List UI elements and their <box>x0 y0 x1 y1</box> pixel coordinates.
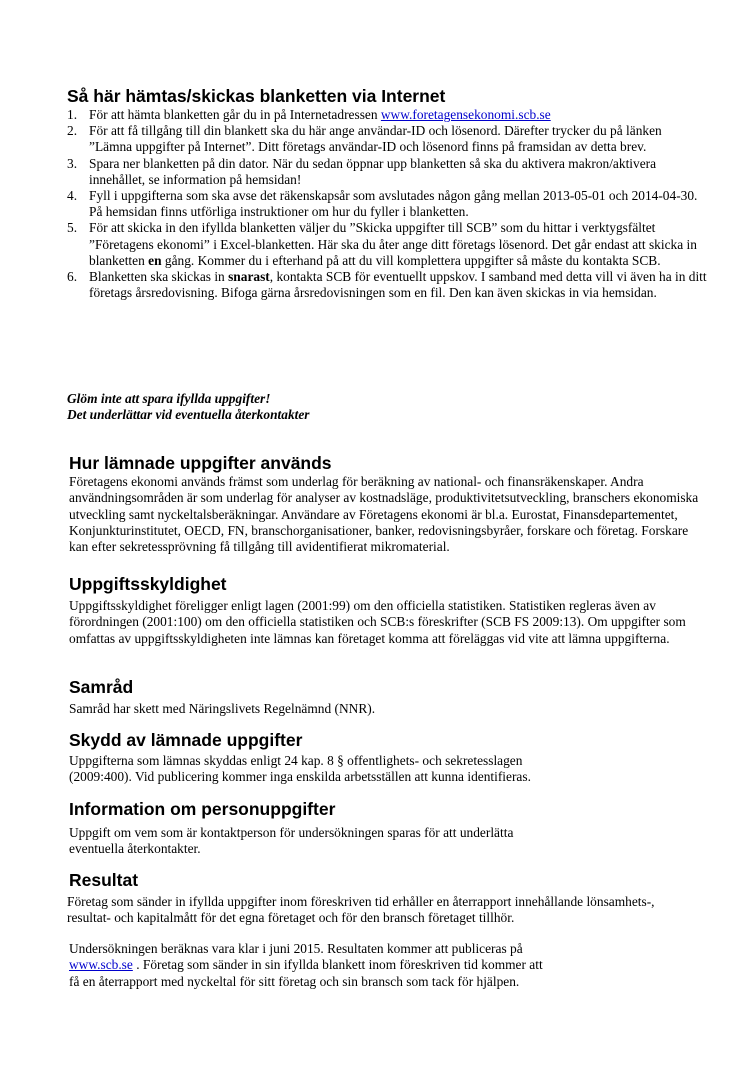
usage-heading: Hur lämnade uppgifter används <box>69 453 332 473</box>
list-item: 4. Fyll i uppgifterna som ska avse det räkenskapsår som avslutades någon gång mellan 2013-05-01 och 2014-04-30. På hemsidan finns utförliga instruktioner om hur du fyller i blanketten. <box>67 188 698 220</box>
foretagensekonomi-link[interactable]: www.foretagensekonomi.scb.se <box>380 107 551 122</box>
save-reminder: Glöm inte att spara ifyllda uppgifter! Det underlättar vid eventuella återkontakter <box>67 391 310 423</box>
list-item: 2. För att få tillgång till din blankett ska du här ange användar-ID och lösenord. Därefter trycker du på länken ”Lämna uppgifter på Internet”. Ditt företags användar-ID och lösenord finns på framsidan av detta brev. <box>67 123 662 155</box>
obligation-heading: Uppgiftsskyldighet <box>69 574 227 594</box>
list-item: 6. Blanketten ska skickas in snarast, kontakta SCB för eventuellt uppskov. I samband med detta vill vi även ha in ditt företags årsredovisning. Bifoga gärna årsredovisningen som en fil. Den kan även skickas in via hemsidan. <box>67 269 707 301</box>
personal-body: Uppgift om vem som är kontaktperson för undersökningen sparas för att underlätta eventuella återkontakter. <box>69 825 514 857</box>
publication-body: Undersökningen beräknas vara klar i juni 2015. Resultaten kommer att publiceras på www.scb.se . Företag som sänder in sin ifyllda blankett inom föreskriven tid kommer att få en återrapport med nyckeltal för sitt företag och sin bransch som tack för hjälpen. <box>69 941 543 989</box>
instruction-list <box>67 107 707 301</box>
usage-body: Företagens ekonomi används främst som underlag för beräkning av national- och finansräkenskaper. Andra användningsområden är som underlag för analyser av kostnadsläge, produktivitetsutveckling, branschers ekonomiska utveckling samt nyckeltalsberäkningar. Användare av Företagens ekonomi är bl.a. Eurostat, Finansdepartementet, Konjunkturinstitutet, OECD, FN, branschorganisationer, banker, redovisningsbyråer, forskare och företag. Forskare kan efter sekretessprövning få tillgång till avidentifierat mikromaterial. <box>69 474 699 555</box>
list-item: 3. Spara ner blanketten på din dator. När du sedan öppnar upp blanketten så ska du aktivera makron/aktivera innehållet, se information på hemsidan! <box>67 155 657 187</box>
obligation-body: Uppgiftsskyldighet föreligger enligt lagen (2001:99) om den officiella statistiken. Statistiken regleras även av förordningen (2001:100) om den officiella statistiken och SCB:s föreskrifter (SCB FS 2009:13). Om uppgifter som omfattas av uppgiftsskyldigheten inte lämnas kan företaget komma att föreläggas vid vite att lämna uppgifterna. <box>69 598 686 646</box>
list-item: 1. För att hämta blanketten går du in på Internetadressen www.foretagensekonomi.scb.se <box>67 107 551 122</box>
result-body: Företag som sänder in ifyllda uppgifter inom föreskriven tid erhåller en återrapport innehållande lönsamhets-, resultat- och kapitalmått för det egna företaget och för den bransch företaget tillhör. <box>67 894 655 926</box>
consultation-body: Samråd har skett med Näringslivets Regelnämnd (NNR). <box>69 701 376 716</box>
result-heading: Resultat <box>69 870 139 890</box>
personal-heading: Information om personuppgifter <box>69 799 336 819</box>
consultation-heading: Samråd <box>69 677 134 697</box>
protection-heading: Skydd av lämnade uppgifter <box>69 730 303 750</box>
protection-body: Uppgifterna som lämnas skyddas enligt 24 kap. 8 § offentlighets- och sekretesslagen (2009:400). Vid publicering kommer inga enskilda arbetsställen att kunna identifieras. <box>69 753 531 785</box>
internet-heading: Så här hämtas/skickas blanketten via Internet <box>67 86 446 106</box>
list-item: 5. För att skicka in den ifyllda blanketten väljer du ”Skicka uppgifter till SCB” som du hittar i verktygsfältet ”Företagens ekonomi” i Excel-blanketten. Här ska du åter ange ditt företags lösenord. Det går endast att skicka in blanketten en gång. Kommer du i efterhand på att du vill komplettera uppgifter så måste du kontakta SCB. <box>67 220 697 268</box>
scb-link[interactable]: www.scb.se <box>69 957 133 973</box>
